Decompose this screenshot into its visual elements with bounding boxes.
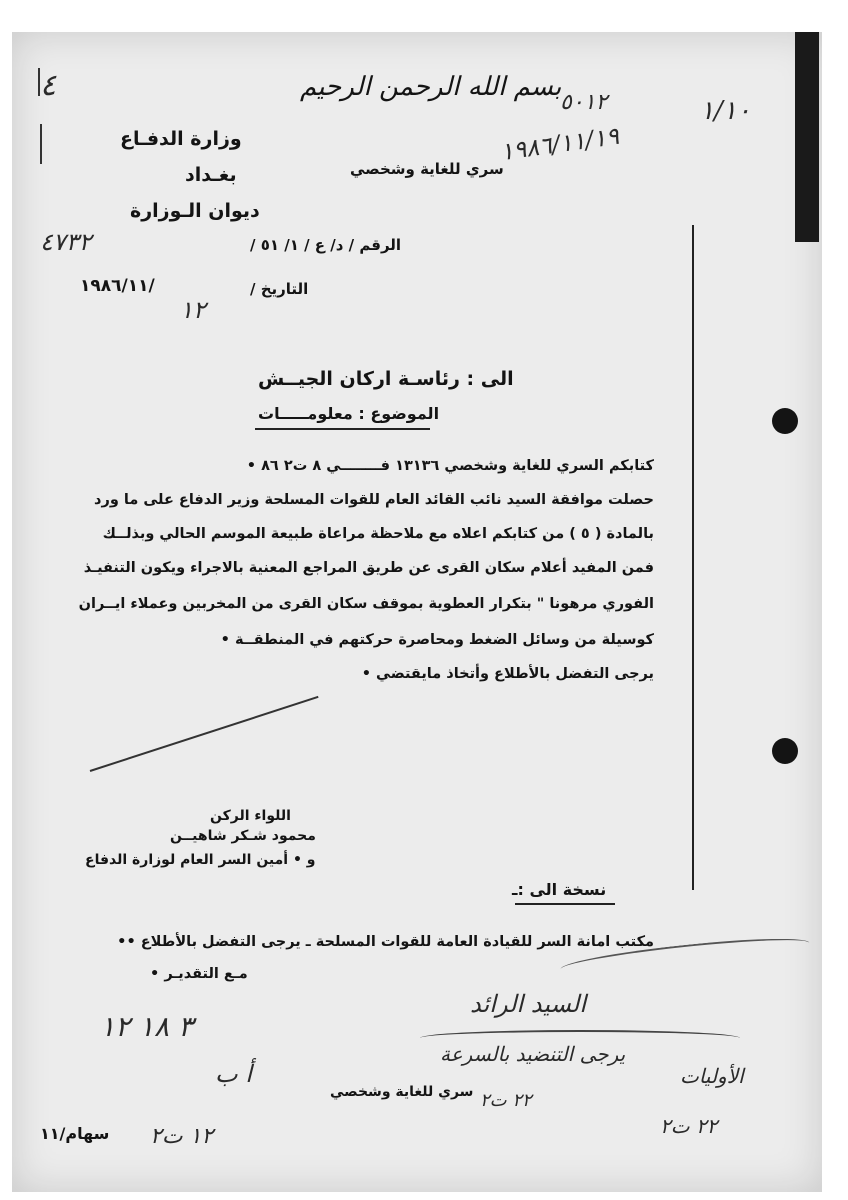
handwritten-note: يرجى التنضيد بالسرعة — [440, 1042, 626, 1066]
handwritten-note: ٣ ١٨ ١٢ — [100, 1010, 194, 1043]
handwritten-note: ٢٢ ت٢ — [660, 1114, 718, 1138]
annotation-initial: ٤ — [40, 68, 57, 103]
signatory-rank: اللواء الركن — [210, 808, 291, 824]
reference-number: الرقم / د/ ع / ١/ ٥١ / — [250, 236, 402, 254]
date-value: ١٩٨٦/١١/ — [80, 276, 155, 296]
annotation-code: ١/١٠ — [700, 96, 751, 126]
city-name: بغـداد — [185, 164, 237, 186]
body-line: فمن المفيد أعلام سكان القرى عن طريق المراجع المعنية بالاجراء ويكون التنفيـذ — [83, 560, 654, 576]
subject-underline — [255, 428, 430, 430]
classification-bottom: سري للغاية وشخصي — [330, 1084, 474, 1100]
handwritten-note: ٢٢ ت٢ — [480, 1090, 532, 1111]
footer-reference: سهام/١١ — [40, 1124, 110, 1143]
classification-top: سري للغاية وشخصي — [350, 160, 504, 178]
body-line: حصلت موافقة السيد نائب القائد العام للقوات المسلحة وزير الدفاع على ما ورد — [94, 492, 654, 508]
scan-edge — [795, 32, 819, 242]
office-name: ديوان الـوزارة — [130, 200, 260, 222]
copy-to-underline — [515, 903, 615, 905]
handwritten-note: أ ب — [215, 1060, 252, 1088]
margin-mark — [40, 124, 48, 164]
punch-hole — [772, 738, 798, 764]
body-line: كتابكم السري للغاية وشخصي ١٣١٣٦ فــــــــي ٨ ت٢ ٨٦ • — [246, 458, 654, 474]
date-label: التاريخ / — [250, 280, 309, 298]
basmala: بسم الله الرحمن الرحيم — [300, 72, 562, 102]
body-line: الفوري مرهونا " بتكرار العطوية بموقف سكان القرى من المخربين وعملاء ايــران — [78, 596, 654, 612]
margin-line — [692, 225, 694, 890]
signatory-name: محمود شـكر شاهيــن — [170, 828, 316, 844]
reference-handwritten: ٤٧٣٢ — [40, 228, 92, 256]
punch-hole — [772, 408, 798, 434]
annotation-date: ١٩٨٦/١١/١٩ — [498, 121, 621, 167]
body-line: بالمادة ( ٥ ) من كتابكم اعلاه مع ملاحظة مراعاة طبيعة الموسم الحالي وبذلــك — [102, 526, 654, 542]
ministry-name: وزارة الدفـاع — [120, 128, 242, 150]
copy-to-line: مكتب امانة السر للقيادة العامة للقوات المسلحة ـ يرجى التفضل بالأطلاع •• — [117, 934, 654, 950]
date-day-handwritten: ١٢ — [180, 296, 206, 324]
annotation-number: ٥٠١٢ — [560, 90, 608, 115]
addressee: الى : رئاسـة اركان الجيــش — [258, 368, 514, 390]
copy-to-line: مـع التقديـر • — [150, 966, 248, 982]
body-line: يرجى التفضل بالأطلاع وأتخاذ مايقتضي • — [361, 666, 654, 682]
signatory-title: و • أمين السر العام لوزارة الدفاع — [85, 852, 316, 868]
body-line: كوسيلة من وسائل الضغط ومحاصرة حركتهم في المنطقــة • — [220, 632, 654, 648]
handwritten-note: الأوليات — [680, 1064, 744, 1088]
handwritten-note: السيد الرائد — [470, 990, 587, 1018]
handwritten-note: ١٢ ت٢ — [150, 1124, 214, 1149]
copy-to-label: نسخة الى :ـ — [512, 880, 607, 899]
subject: الموضوع : معلومـــــات — [258, 404, 440, 423]
